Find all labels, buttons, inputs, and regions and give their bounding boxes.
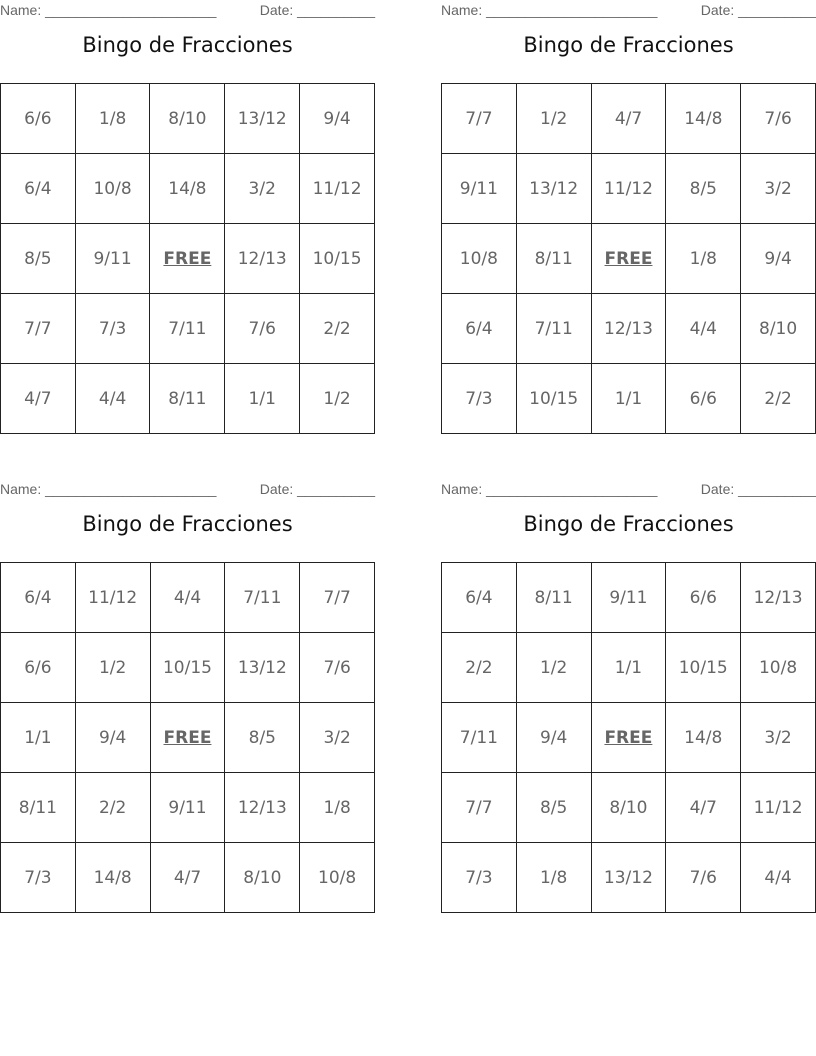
- grid-row: [442, 84, 816, 154]
- bingo-cell[interactable]: 10/15: [300, 224, 375, 294]
- card-title: Bingo de Fracciones: [523, 33, 734, 57]
- bingo-cell[interactable]: 6/6: [666, 364, 741, 434]
- free-space-label: FREE: [604, 248, 653, 269]
- bingo-grid: [0, 562, 375, 913]
- bingo-cell[interactable]: 3/2: [741, 703, 816, 773]
- bingo-cell[interactable]: 11/12: [300, 154, 375, 224]
- bingo-cell[interactable]: 1/1: [591, 364, 666, 434]
- bingo-cell[interactable]: 8/11: [150, 364, 225, 434]
- grid-row: [442, 773, 816, 843]
- bingo-cell[interactable]: 14/8: [666, 84, 741, 154]
- bingo-cell[interactable]: 14/8: [75, 843, 150, 913]
- bingo-cell[interactable]: 7/3: [442, 364, 517, 434]
- bingo-cell[interactable]: 10/8: [442, 224, 517, 294]
- free-space-label: FREE: [163, 248, 212, 269]
- bingo-cell[interactable]: 12/13: [225, 773, 300, 843]
- bingo-cell[interactable]: 9/4: [75, 703, 150, 773]
- grid-row: [1, 294, 375, 364]
- card-header: [0, 0, 375, 22]
- bingo-cell[interactable]: 13/12: [225, 633, 300, 703]
- bingo-cell[interactable]: 4/4: [741, 843, 816, 913]
- bingo-cell[interactable]: 3/2: [225, 154, 300, 224]
- bingo-cell[interactable]: 11/12: [75, 563, 150, 633]
- grid-row: [1, 364, 375, 434]
- bingo-cell[interactable]: 7/7: [442, 84, 517, 154]
- bingo-cell[interactable]: 10/15: [150, 633, 225, 703]
- bingo-cell[interactable]: 2/2: [442, 633, 517, 703]
- grid-row: [442, 843, 816, 913]
- bingo-cell[interactable]: 4/7: [1, 364, 76, 434]
- bingo-cell[interactable]: 8/5: [516, 773, 591, 843]
- bingo-cell[interactable]: 6/4: [442, 563, 517, 633]
- bingo-cell[interactable]: 8/10: [150, 84, 225, 154]
- bingo-cell[interactable]: 7/6: [225, 294, 300, 364]
- bingo-card-1: [0, 0, 375, 409]
- bingo-cell[interactable]: 9/11: [75, 224, 150, 294]
- bingo-cell[interactable]: 12/13: [225, 224, 300, 294]
- grid-row: [442, 703, 816, 773]
- bingo-cell[interactable]: 2/2: [741, 364, 816, 434]
- free-space-label: FREE: [604, 727, 653, 748]
- free-space-cell[interactable]: [150, 224, 225, 294]
- bingo-cell[interactable]: 1/2: [516, 84, 591, 154]
- bingo-cell[interactable]: 7/7: [1, 294, 76, 364]
- bingo-cell[interactable]: 9/11: [150, 773, 225, 843]
- bingo-cell[interactable]: 12/13: [591, 294, 666, 364]
- bingo-cell[interactable]: 10/8: [741, 633, 816, 703]
- bingo-cell[interactable]: 6/4: [1, 563, 76, 633]
- card-title: Bingo de Fracciones: [82, 512, 293, 536]
- bingo-cell[interactable]: 7/6: [666, 843, 741, 913]
- name-field[interactable]: Name: ______________________: [0, 2, 217, 18]
- name-field[interactable]: Name: ______________________: [441, 2, 658, 18]
- bingo-cell[interactable]: 1/1: [1, 703, 76, 773]
- bingo-cell[interactable]: 7/6: [741, 84, 816, 154]
- bingo-cell[interactable]: 12/13: [741, 563, 816, 633]
- date-field[interactable]: Date: __________: [259, 481, 375, 497]
- bingo-card-3: [0, 479, 375, 888]
- bingo-cell[interactable]: 1/2: [75, 633, 150, 703]
- bingo-cell[interactable]: 7/7: [442, 773, 517, 843]
- bingo-cell[interactable]: 9/4: [300, 84, 375, 154]
- bingo-cell[interactable]: 4/4: [150, 563, 225, 633]
- bingo-cell[interactable]: 11/12: [591, 154, 666, 224]
- grid-row: [442, 364, 816, 434]
- bingo-cell[interactable]: 3/2: [300, 703, 375, 773]
- bingo-cell[interactable]: 9/11: [442, 154, 517, 224]
- bingo-cell[interactable]: 4/7: [591, 84, 666, 154]
- bingo-cell[interactable]: 1/8: [666, 224, 741, 294]
- bingo-cell[interactable]: 11/12: [741, 773, 816, 843]
- bingo-cell[interactable]: 4/7: [150, 843, 225, 913]
- grid-row: [1, 224, 375, 294]
- bingo-cell[interactable]: 8/10: [591, 773, 666, 843]
- bingo-cell[interactable]: 6/6: [1, 84, 76, 154]
- grid-row: [1, 703, 375, 773]
- name-field[interactable]: Name: ______________________: [441, 481, 658, 497]
- bingo-cell[interactable]: 6/6: [1, 633, 76, 703]
- bingo-cell[interactable]: 10/15: [516, 364, 591, 434]
- bingo-cell[interactable]: 2/2: [75, 773, 150, 843]
- grid-row: [442, 294, 816, 364]
- bingo-cell[interactable]: 3/2: [741, 154, 816, 224]
- bingo-cell[interactable]: 8/11: [516, 563, 591, 633]
- bingo-cell[interactable]: 13/12: [516, 154, 591, 224]
- bingo-cell[interactable]: 14/8: [666, 703, 741, 773]
- card-title: Bingo de Fracciones: [82, 33, 293, 57]
- bingo-cell[interactable]: 8/10: [225, 843, 300, 913]
- grid-row: [442, 563, 816, 633]
- bingo-cell[interactable]: 1/8: [516, 843, 591, 913]
- bingo-cell[interactable]: 7/3: [75, 294, 150, 364]
- bingo-cell[interactable]: 7/7: [300, 563, 375, 633]
- name-field[interactable]: Name: ______________________: [0, 481, 217, 497]
- bingo-card-2: [441, 0, 816, 409]
- bingo-cell[interactable]: 7/11: [225, 563, 300, 633]
- free-space-cell[interactable]: [591, 703, 666, 773]
- bingo-card-4: [441, 479, 816, 888]
- bingo-cell[interactable]: 7/11: [516, 294, 591, 364]
- grid-row: [442, 633, 816, 703]
- free-space-cell[interactable]: [150, 703, 225, 773]
- card-header: [0, 479, 375, 501]
- bingo-cell[interactable]: 9/4: [516, 703, 591, 773]
- grid-row: [442, 224, 816, 294]
- grid-row: [1, 84, 375, 154]
- date-field[interactable]: Date: __________: [259, 2, 375, 18]
- bingo-cell[interactable]: 1/8: [300, 773, 375, 843]
- grid-row: [1, 773, 375, 843]
- bingo-cell[interactable]: 13/12: [591, 843, 666, 913]
- bingo-cell[interactable]: 8/5: [1, 224, 76, 294]
- bingo-cell[interactable]: 10/8: [75, 154, 150, 224]
- bingo-cell[interactable]: 7/3: [442, 843, 517, 913]
- bingo-cell[interactable]: 7/11: [442, 703, 517, 773]
- bingo-cell[interactable]: 4/4: [666, 294, 741, 364]
- bingo-cell[interactable]: 13/12: [225, 84, 300, 154]
- bingo-cell[interactable]: 14/8: [150, 154, 225, 224]
- grid-row: [442, 154, 816, 224]
- bingo-cell[interactable]: 6/6: [666, 563, 741, 633]
- card-title: Bingo de Fracciones: [523, 512, 734, 536]
- bingo-cell[interactable]: 8/11: [516, 224, 591, 294]
- bingo-grid: [441, 562, 816, 913]
- bingo-cell[interactable]: 7/11: [150, 294, 225, 364]
- grid-row: [1, 843, 375, 913]
- grid-row: [1, 154, 375, 224]
- bingo-grid: [441, 83, 816, 434]
- bingo-cell[interactable]: 1/1: [225, 364, 300, 434]
- bingo-cell[interactable]: 7/6: [300, 633, 375, 703]
- bingo-cell[interactable]: 1/1: [591, 633, 666, 703]
- bingo-cell[interactable]: 4/7: [666, 773, 741, 843]
- bingo-cell[interactable]: 8/10: [741, 294, 816, 364]
- bingo-cell[interactable]: 6/4: [442, 294, 517, 364]
- bingo-cell[interactable]: 10/8: [300, 843, 375, 913]
- bingo-cell[interactable]: 2/2: [300, 294, 375, 364]
- date-field[interactable]: Date: __________: [700, 481, 816, 497]
- bingo-cell[interactable]: 9/4: [741, 224, 816, 294]
- bingo-cell[interactable]: 10/15: [666, 633, 741, 703]
- bingo-cell[interactable]: 1/2: [516, 633, 591, 703]
- bingo-cell[interactable]: 6/4: [1, 154, 76, 224]
- free-space-label: FREE: [163, 727, 212, 748]
- bingo-cell[interactable]: 1/2: [300, 364, 375, 434]
- bingo-cell[interactable]: 8/5: [666, 154, 741, 224]
- grid-row: [1, 633, 375, 703]
- card-header: [441, 0, 816, 22]
- bingo-grid: [0, 83, 375, 434]
- bingo-cell[interactable]: 7/3: [1, 843, 76, 913]
- bingo-cell[interactable]: 1/8: [75, 84, 150, 154]
- bingo-cell[interactable]: 4/4: [75, 364, 150, 434]
- card-header: [441, 479, 816, 501]
- bingo-cell[interactable]: 9/11: [591, 563, 666, 633]
- bingo-cell[interactable]: 8/5: [225, 703, 300, 773]
- bingo-cell[interactable]: 8/11: [1, 773, 76, 843]
- date-field[interactable]: Date: __________: [700, 2, 816, 18]
- grid-row: [1, 563, 375, 633]
- free-space-cell[interactable]: [591, 224, 666, 294]
